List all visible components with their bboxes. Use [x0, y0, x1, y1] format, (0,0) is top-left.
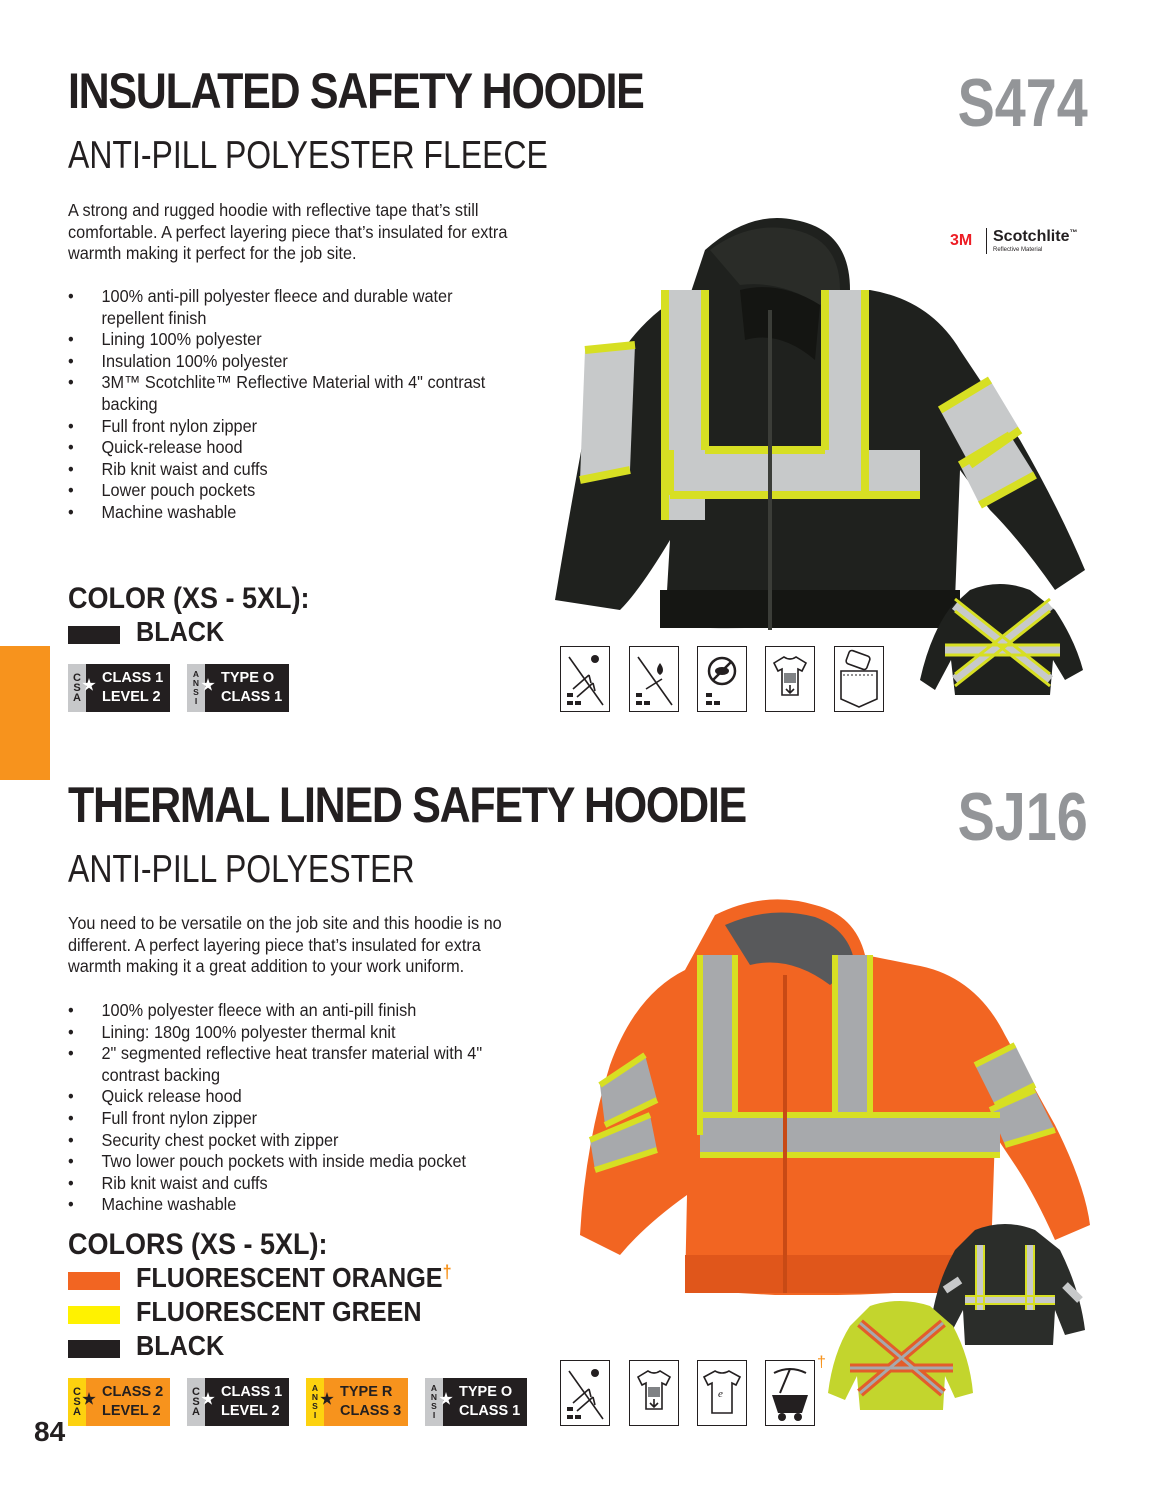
feature-item: • Machine washable [68, 502, 505, 524]
csa-class-badge: C S A CLASS 1 LEVEL 2 [68, 664, 170, 712]
feature-item: • Lower pouch pockets [68, 480, 505, 502]
breathable-shirt-icon [765, 646, 815, 712]
product-code: SJ16 [957, 779, 1088, 855]
color-heading: COLOR (XS - 5XL): [68, 582, 310, 615]
water-repel-icon [629, 646, 679, 712]
icon-dagger: † [817, 1354, 826, 1371]
feature-item: • Quick-release hood [68, 437, 505, 459]
light-reflect-icon [560, 646, 610, 712]
color-name: BLACK [136, 616, 225, 647]
feature-item: • Quick release hood [68, 1086, 505, 1108]
feature-list [68, 286, 505, 524]
color-swatch-green [68, 1306, 120, 1324]
hoodie-back-image [915, 580, 1085, 700]
csa-class-badge: C S A CLASS 1 LEVEL 2 [187, 1378, 289, 1426]
feature-item: • Lining: 180g 100% polyester thermal knit [68, 1022, 505, 1044]
ansi-type-badge: A N S I TYPE O CLASS 1 [425, 1378, 527, 1426]
section-tab [0, 646, 50, 780]
color-name: BLACK [136, 1330, 225, 1361]
feature-item: • Insulation 100% polyester [68, 351, 505, 373]
feature-item: • 100% polyester fleece with an anti-pill finish [68, 1000, 505, 1022]
feature-item: • Full front nylon zipper [68, 416, 505, 438]
product-subtitle: ANTI-PILL POLYESTER FLEECE [68, 134, 548, 177]
feature-item: • Two lower pouch pockets with inside media pocket [68, 1151, 505, 1173]
feature-item: • Rib knit waist and cuffs [68, 459, 505, 481]
printable-shirt-icon [697, 1360, 747, 1426]
svg-text:e: e [718, 1388, 723, 1400]
product-description: A strong and rugged hoodie with reflective tape that’s still comfortable. A perfect layering piece that’s insulated for extra warmth making it perfect for the job site. [68, 200, 508, 263]
feature-item: • 3M™ Scotchlite™ Reflective Material with 4" contrast backing [68, 372, 505, 415]
product-code: S474 [957, 65, 1088, 141]
feature-item: • Rib knit waist and cuffs [68, 1173, 505, 1195]
mining-cart-icon [765, 1360, 815, 1426]
ansi-type-badge: A N S I TYPE R CLASS 3 [306, 1378, 408, 1426]
scotchlite-logo: 3M Scotchlite™ Reflective Material [950, 228, 1078, 253]
feature-list [68, 1000, 505, 1216]
feature-item: • Machine washable [68, 1194, 505, 1216]
page-number: 84 [34, 1416, 66, 1447]
feature-item: • Full front nylon zipper [68, 1108, 505, 1130]
csa-class-badge: C S A CLASS 2 LEVEL 2 [68, 1378, 170, 1426]
product-title: THERMAL LINED SAFETY HOODIE [68, 777, 746, 833]
light-reflect-icon [560, 1360, 610, 1426]
ansi-type-badge: A N S I TYPE O CLASS 1 [187, 664, 289, 712]
feature-item: • 100% anti-pill polyester fleece and durable water repellent finish [68, 286, 505, 329]
color-heading: COLORS (XS - 5XL): [68, 1228, 328, 1261]
product-title: INSULATED SAFETY HOODIE [68, 63, 644, 119]
color-name: FLUORESCENT GREEN [136, 1296, 422, 1327]
color-swatch-black [68, 626, 120, 644]
no-washer-pill-icon [697, 646, 747, 712]
black-hoodie-image [550, 210, 1090, 630]
color-swatch-black [68, 1340, 120, 1358]
green-hoodie-back-image [825, 1298, 975, 1413]
breathable-shirt-icon [629, 1360, 679, 1426]
product-description: You need to be versatile on the job site and this hoodie is no different. A perfect layering piece that’s insulated for extra warmth making it a great addition to your work uniform. [68, 913, 502, 976]
color-swatch-orange [68, 1272, 120, 1290]
color-name: FLUORESCENT ORANGE† [136, 1262, 452, 1293]
pocket-icon [834, 646, 884, 712]
feature-item: • 2" segmented reflective heat transfer material with 4" contrast backing [68, 1043, 505, 1086]
product-subtitle: ANTI-PILL POLYESTER [68, 848, 415, 891]
feature-item: • Security chest pocket with zipper [68, 1130, 505, 1152]
feature-item: • Lining 100% polyester [68, 329, 505, 351]
